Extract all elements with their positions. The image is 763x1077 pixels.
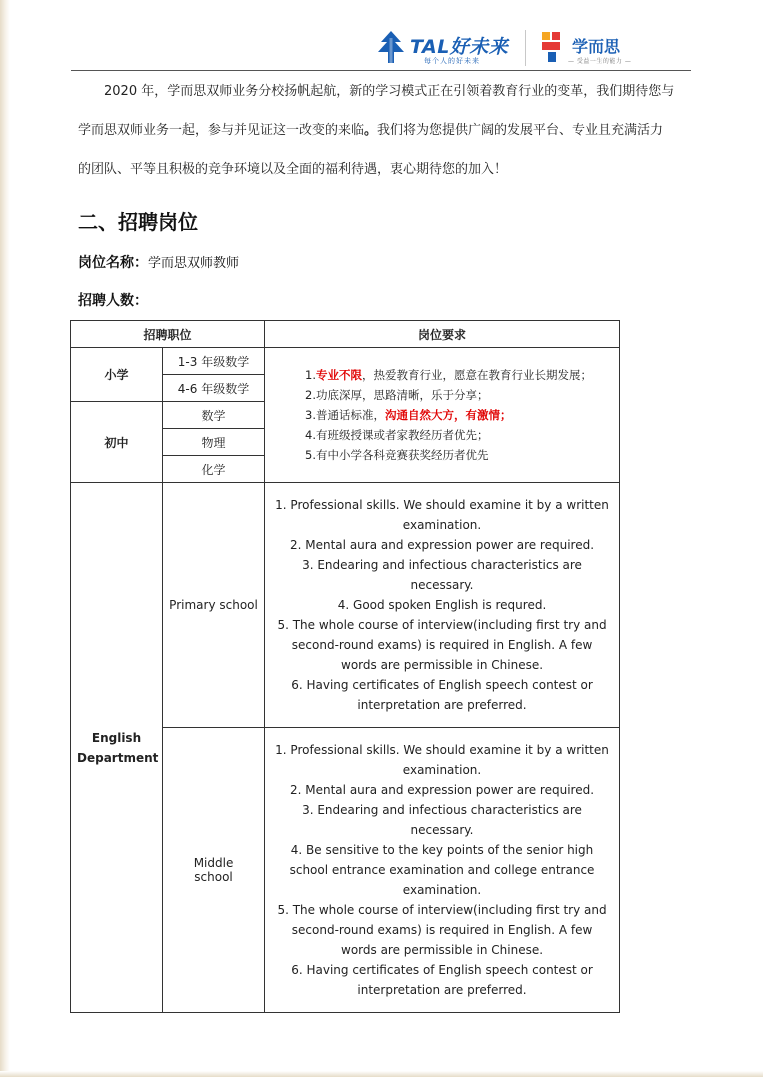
en-middle-req-2: 2. Mental aura and expression power are required.	[290, 783, 595, 797]
intro-line-1: 2020 年，学而思双师业务分校扬帆起航，新的学习模式正在引领着教育行业的变革，我们期待您与	[104, 84, 675, 99]
header-requirements: 岗位要求	[265, 321, 620, 348]
cn-req-3: 3.普通话标准，沟通自然大方，有激情；	[305, 408, 512, 422]
en-primary-req-5: 5. The whole course of interview(including first try and second-round exams) is required in English. A few words are permissible in Chinese.	[277, 618, 607, 672]
english-primary-label: Primary school	[163, 483, 265, 728]
page-left-edge-shadow	[0, 0, 10, 1077]
xes-slogan: — 受益一生的能力 —	[568, 58, 632, 65]
primary-category: 小学	[71, 348, 163, 402]
page-bottom-edge-shadow	[0, 1071, 763, 1077]
english-middle-label	[163, 728, 265, 1013]
english-label-line-2: Department	[77, 750, 159, 765]
tal-logo-text: TAL好未来	[410, 36, 509, 58]
table-row	[71, 483, 620, 728]
en-primary-req-4: 4. Good spoken English is requred.	[337, 598, 547, 612]
cn-req-2: 2.功底深厚，思路清晰，乐于分享；	[305, 388, 489, 402]
primary-item-1: 1-3 年级数学	[163, 348, 265, 375]
english-middle-label-line-1: Middle	[193, 856, 234, 870]
en-primary-req-3: 3. Endearing and infectious characteristics are necessary.	[302, 558, 582, 592]
headcount-field: 招聘人数：	[78, 293, 148, 309]
table-header-row	[71, 321, 620, 348]
position-name-field: 岗位名称：学而思双师教师	[78, 255, 240, 271]
chinese-requirements	[265, 348, 620, 483]
english-label-line-1: English	[91, 730, 142, 745]
en-primary-req-2: 2. Mental aura and expression power are required.	[290, 538, 595, 552]
section-title: 二、招聘岗位	[78, 210, 198, 234]
en-middle-req-5: 5. The whole course of interview(including first try and second-round exams) is required in English. A few words are permissible in Chinese.	[277, 903, 607, 957]
english-department-category	[71, 483, 163, 1013]
cn-req-5: 5.有中小学各科竞赛获奖经历者优先	[305, 448, 489, 462]
middle-item-1: 数学	[163, 402, 265, 429]
en-middle-req-4: 4. Be sensitive to the key points of the senior high school entrance examination and college entrance examination.	[289, 843, 595, 897]
english-middle-label-line-2: school	[194, 870, 233, 884]
english-primary-requirements	[265, 483, 620, 728]
middle-category: 初中	[71, 402, 163, 483]
english-middle-requirements	[265, 728, 620, 1013]
middle-item-2: 物理	[163, 429, 265, 456]
xes-logo-icon	[540, 32, 566, 62]
cn-req-1: 1.专业不限，热爱教育行业，愿意在教育行业长期发展；	[305, 368, 592, 382]
table-row	[71, 348, 620, 375]
primary-item-2: 4-6 年级数学	[163, 375, 265, 402]
recruitment-table	[70, 320, 620, 1013]
en-primary-req-1: 1. Professional skills. We should examine it by a written examination.	[275, 498, 609, 532]
middle-item-3: 化学	[163, 456, 265, 483]
logo-divider	[525, 30, 526, 66]
header-position: 招聘职位	[71, 321, 265, 348]
page-header	[374, 26, 644, 70]
tal-slogan: 每个人的好未来	[424, 57, 480, 65]
intro-line-2: 学而思双师业务一起，参与并见证这一改变的来临。我们将为您提供广阔的发展平台、专业且充满活力	[78, 123, 664, 138]
en-primary-req-6: 6. Having certificates of English speech contest or interpretation are preferred.	[291, 678, 593, 712]
intro-line-3: 的团队、平等且积极的竞争环境以及全面的福利待遇，衷心期待您的加入！	[78, 162, 508, 177]
header-rule	[71, 70, 691, 71]
xes-logo-text: 学而思	[572, 37, 621, 56]
en-middle-req-6: 6. Having certificates of English speech contest or interpretation are preferred.	[291, 963, 593, 997]
cn-req-4: 4.有班级授课或者家教经历者优先；	[305, 428, 489, 442]
tal-tree-logo-icon	[374, 30, 408, 64]
en-middle-req-1: 1. Professional skills. We should examine it by a written examination.	[275, 743, 609, 777]
en-middle-req-3: 3. Endearing and infectious characteristics are necessary.	[302, 803, 582, 837]
